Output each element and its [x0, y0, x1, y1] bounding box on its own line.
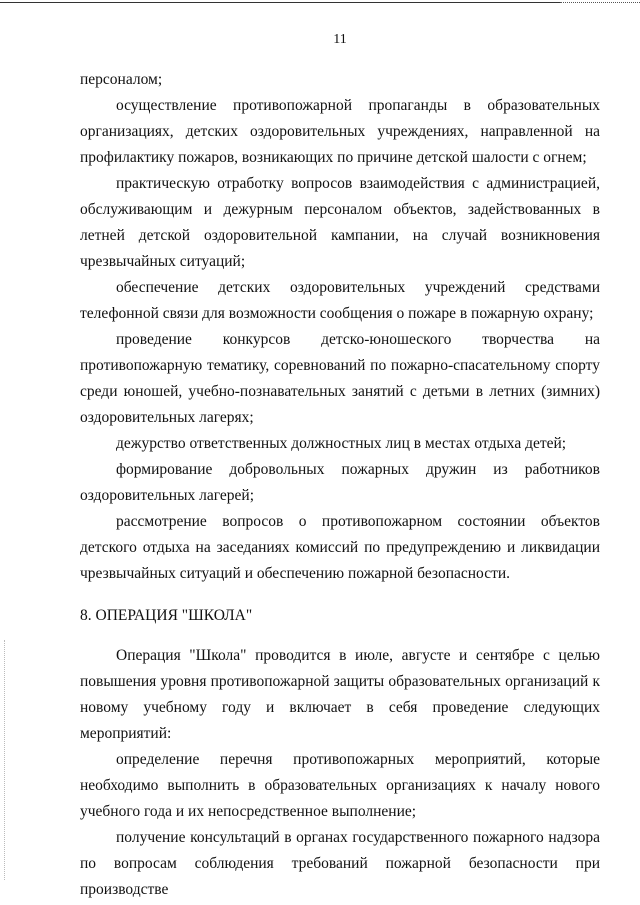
- section-heading: 8. ОПЕРАЦИЯ "ШКОЛА": [80, 607, 253, 624]
- paragraph: определение перечня противопожарных мероприятий, которые необходимо выполнить в образовательных организациях к началу нового учебного года и их непосредственное выполнение;: [80, 751, 600, 820]
- top-border-line: [0, 2, 560, 3]
- scan-edge-mark: [4, 640, 5, 880]
- paragraph: проведение конкурсов детско-юношеского творчества на противопожарную тематику, соревнований по пожарно-спасательному спорту среди юношей, учебно-познавательных занятий с детьми в летних (зимних) оздоровительных лагерях;: [80, 331, 600, 426]
- paragraph: получение консультаций в органах государственного пожарного надзора по вопросам соблюдения требований пожарной безопасности при производстве: [80, 829, 600, 898]
- paragraph: Операция "Школа" проводится в июле, августе и сентябре с целью повышения уровня противопожарной защиты образовательных организаций к новому учебному году и включает в себя проведение следующих мероприятий:: [80, 647, 600, 742]
- paragraph: рассмотрение вопросов о противопожарном состоянии объектов детского отдыха на заседаниях комиссий по предупреждению и ликвидации чрезвычайных ситуаций и обеспечению пожарной безопасности.: [80, 513, 600, 582]
- document-body: [80, 67, 600, 903]
- paragraph: практическую отработку вопросов взаимодействия с администрацией, обслуживающим и дежурным персоналом объектов, задействованных в летней детской оздоровительной кампании, на случай возникновения чрезвычайных ситуаций;: [80, 175, 600, 270]
- paragraph: обеспечение детских оздоровительных учреждений средствами телефонной связи для возможности сообщения о пожаре в пожарную охрану;: [80, 279, 600, 322]
- paragraph: осуществление противопожарной пропаганды в образовательных организациях, детских оздоровительных учреждениях, направленной на профилактику пожаров, возникающих по причине детской шалости с огнем;: [80, 97, 600, 166]
- page-number: 11: [333, 32, 347, 47]
- top-border-dotted: [560, 2, 640, 3]
- paragraph: формирование добровольных пожарных дружин из работников оздоровительных лагерей;: [80, 461, 600, 504]
- paragraph: персоналом;: [80, 71, 163, 88]
- paragraph: дежурство ответственных должностных лиц в местах отдыха детей;: [116, 435, 567, 452]
